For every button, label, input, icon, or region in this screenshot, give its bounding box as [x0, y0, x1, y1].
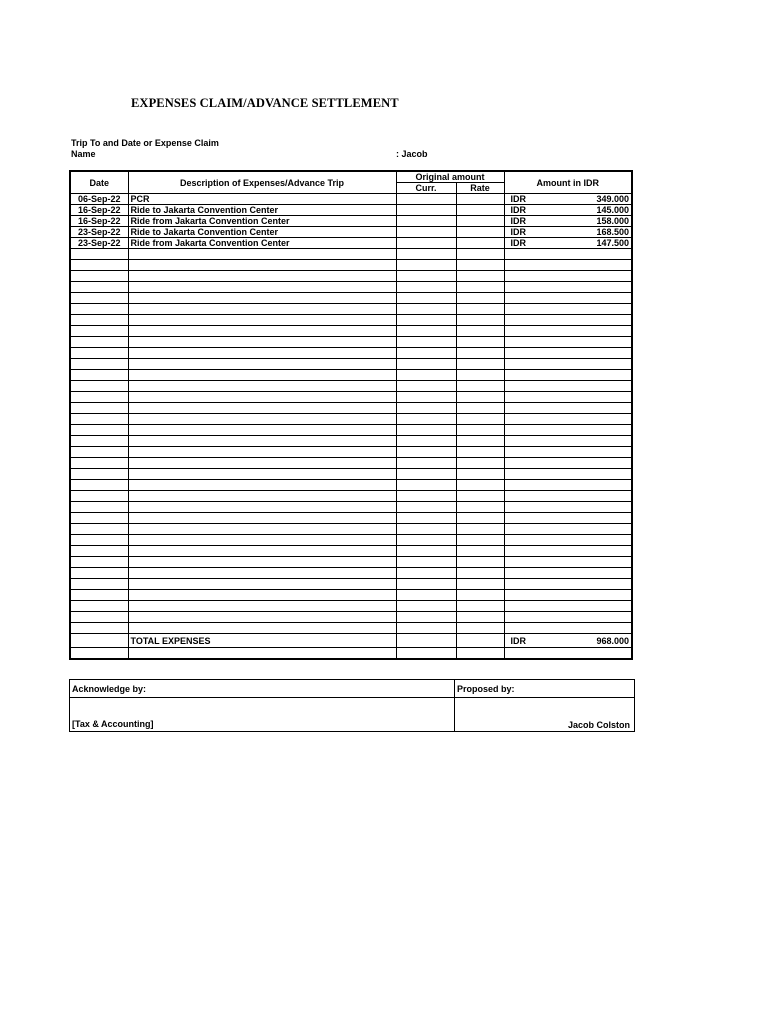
row-blank-cell	[396, 648, 456, 660]
table-row	[70, 337, 632, 348]
row-amount	[504, 546, 632, 557]
expenses-table-header	[70, 171, 632, 194]
row-date	[70, 491, 128, 502]
row-rate	[456, 469, 504, 480]
row-rate	[456, 601, 504, 612]
table-row	[70, 425, 632, 436]
row-description	[128, 535, 396, 546]
row-description	[128, 480, 396, 491]
row-amount	[504, 436, 632, 447]
row-amount-value: 168.500	[596, 227, 630, 237]
row-date	[70, 326, 128, 337]
row-curr	[396, 205, 456, 216]
row-amount	[504, 381, 632, 392]
row-date	[70, 414, 128, 425]
row-description	[128, 590, 396, 601]
row-amount-currency: IDR	[510, 216, 527, 226]
row-rate	[456, 612, 504, 623]
row-amount	[504, 579, 632, 590]
table-row	[70, 612, 632, 623]
row-amount	[504, 590, 632, 601]
row-description	[128, 502, 396, 513]
row-date	[70, 447, 128, 458]
row-description	[128, 425, 396, 436]
trip-label: Trip To and Date or Expense Claim	[71, 138, 219, 148]
row-amount	[504, 513, 632, 524]
row-date	[70, 348, 128, 359]
total-amount-value: 968.000	[596, 635, 630, 646]
row-date	[70, 601, 128, 612]
row-amount	[504, 524, 632, 535]
row-rate	[456, 557, 504, 568]
col-curr-header: Curr.	[396, 183, 456, 194]
row-rate	[456, 227, 504, 238]
row-curr	[396, 260, 456, 271]
row-curr	[396, 370, 456, 381]
row-date	[70, 557, 128, 568]
row-curr	[396, 315, 456, 326]
document-title: EXPENSES CLAIM/ADVANCE SETTLEMENT	[131, 96, 399, 110]
row-rate	[456, 238, 504, 249]
row-description	[128, 414, 396, 425]
row-curr	[396, 557, 456, 568]
row-curr	[396, 579, 456, 590]
row-curr	[396, 590, 456, 601]
row-rate	[456, 381, 504, 392]
row-amount	[504, 293, 632, 304]
row-rate	[456, 403, 504, 414]
row-amount	[504, 557, 632, 568]
total-amount-currency: IDR	[510, 635, 527, 646]
row-curr	[396, 612, 456, 623]
row-rate	[456, 392, 504, 403]
table-row	[70, 469, 632, 480]
table-row	[70, 579, 632, 590]
row-date	[70, 623, 128, 634]
table-row	[70, 359, 632, 370]
table-row	[70, 381, 632, 392]
row-description: Ride to Jakarta Convention Center	[128, 227, 396, 238]
row-curr	[396, 403, 456, 414]
row-curr	[396, 436, 456, 447]
row-curr	[396, 216, 456, 227]
row-date	[70, 403, 128, 414]
table-row	[70, 348, 632, 359]
row-description	[128, 315, 396, 326]
row-rate	[456, 370, 504, 381]
total-rate	[456, 634, 504, 648]
row-blank-cell	[504, 648, 632, 660]
table-row	[70, 491, 632, 502]
table-row	[70, 293, 632, 304]
row-date	[70, 436, 128, 447]
row-amount-currency: IDR	[510, 238, 527, 248]
row-rate	[456, 447, 504, 458]
row-description	[128, 249, 396, 260]
row-amount-value: 147.500	[596, 238, 630, 248]
row-curr	[396, 337, 456, 348]
total-label: TOTAL EXPENSES	[128, 634, 396, 648]
table-row	[70, 436, 632, 447]
row-description	[128, 469, 396, 480]
row-date	[70, 381, 128, 392]
table-row	[70, 601, 632, 612]
name-label: Name	[71, 149, 96, 159]
row-date	[70, 337, 128, 348]
row-amount-currency: IDR	[510, 227, 527, 237]
row-rate	[456, 304, 504, 315]
row-curr	[396, 480, 456, 491]
row-amount-value: 145.000	[596, 205, 630, 215]
row-blank-cell	[128, 648, 396, 660]
row-amount	[504, 612, 632, 623]
row-description	[128, 458, 396, 469]
row-amount	[504, 568, 632, 579]
row-description	[128, 260, 396, 271]
row-amount	[504, 238, 632, 249]
row-description	[128, 491, 396, 502]
table-row	[70, 249, 632, 260]
row-rate	[456, 271, 504, 282]
row-rate	[456, 414, 504, 425]
total-date	[70, 634, 128, 648]
row-date	[70, 249, 128, 260]
table-row	[70, 205, 632, 216]
row-amount	[504, 216, 632, 227]
row-curr	[396, 623, 456, 634]
row-amount	[504, 205, 632, 216]
row-rate	[456, 436, 504, 447]
row-amount	[504, 348, 632, 359]
row-amount-value: 158.000	[596, 216, 630, 226]
row-amount	[504, 260, 632, 271]
row-rate	[456, 568, 504, 579]
row-curr	[396, 513, 456, 524]
table-row	[70, 502, 632, 513]
row-curr	[396, 348, 456, 359]
row-amount	[504, 601, 632, 612]
signature-table	[69, 679, 635, 732]
table-row	[70, 227, 632, 238]
table-row	[70, 546, 632, 557]
row-description: PCR	[128, 194, 396, 205]
row-amount	[504, 249, 632, 260]
row-description	[128, 612, 396, 623]
table-row	[70, 524, 632, 535]
row-curr	[396, 381, 456, 392]
row-rate	[456, 425, 504, 436]
row-description	[128, 381, 396, 392]
row-date	[70, 524, 128, 535]
row-amount	[504, 194, 632, 205]
row-description	[128, 348, 396, 359]
row-description	[128, 546, 396, 557]
row-rate	[456, 623, 504, 634]
table-row	[70, 623, 632, 634]
row-amount-currency: IDR	[510, 205, 527, 215]
row-amount	[504, 403, 632, 414]
table-row	[70, 238, 632, 249]
table-row	[70, 271, 632, 282]
table-row	[70, 590, 632, 601]
row-date	[70, 260, 128, 271]
row-description	[128, 282, 396, 293]
row-date	[70, 282, 128, 293]
row-curr	[396, 469, 456, 480]
proposer-name: Jacob Colston	[455, 698, 635, 732]
table-row	[70, 370, 632, 381]
table-row	[70, 326, 632, 337]
table-row	[70, 282, 632, 293]
table-row	[70, 513, 632, 524]
row-description	[128, 271, 396, 282]
row-date	[70, 458, 128, 469]
name-value: : Jacob	[396, 149, 428, 159]
row-description: Ride from Jakarta Convention Center	[128, 216, 396, 227]
row-rate	[456, 315, 504, 326]
row-curr	[396, 227, 456, 238]
row-amount	[504, 337, 632, 348]
row-description	[128, 359, 396, 370]
row-rate	[456, 513, 504, 524]
row-amount	[504, 282, 632, 293]
row-description	[128, 436, 396, 447]
row-date	[70, 568, 128, 579]
row-description	[128, 623, 396, 634]
row-amount	[504, 370, 632, 381]
row-rate	[456, 348, 504, 359]
row-rate	[456, 194, 504, 205]
table-row	[70, 648, 632, 660]
row-date	[70, 359, 128, 370]
row-curr	[396, 491, 456, 502]
table-row	[70, 260, 632, 271]
row-date: 06-Sep-22	[70, 194, 128, 205]
row-curr	[396, 535, 456, 546]
table-row	[70, 194, 632, 205]
table-row	[70, 392, 632, 403]
row-amount	[504, 491, 632, 502]
row-amount-currency: IDR	[510, 194, 527, 204]
table-row	[70, 480, 632, 491]
row-amount	[504, 458, 632, 469]
row-curr	[396, 568, 456, 579]
table-row	[70, 304, 632, 315]
row-curr	[396, 271, 456, 282]
row-date	[70, 480, 128, 491]
row-rate	[456, 260, 504, 271]
row-rate	[456, 216, 504, 227]
row-date: 23-Sep-22	[70, 227, 128, 238]
row-amount	[504, 469, 632, 480]
row-date	[70, 425, 128, 436]
row-curr	[396, 282, 456, 293]
table-row	[70, 414, 632, 425]
row-date	[70, 469, 128, 480]
total-amount	[504, 634, 632, 648]
row-description	[128, 293, 396, 304]
row-curr	[396, 359, 456, 370]
row-curr	[396, 304, 456, 315]
row-curr	[396, 414, 456, 425]
col-original-amount-header: Original amount	[396, 171, 504, 183]
row-description	[128, 557, 396, 568]
row-description	[128, 403, 396, 414]
row-description	[128, 326, 396, 337]
row-description	[128, 447, 396, 458]
row-blank-cell	[456, 648, 504, 660]
row-amount-value: 349.000	[596, 194, 630, 204]
row-description	[128, 568, 396, 579]
row-date	[70, 293, 128, 304]
row-date: 23-Sep-22	[70, 238, 128, 249]
row-amount	[504, 414, 632, 425]
table-row	[70, 535, 632, 546]
table-row	[70, 557, 632, 568]
row-amount	[504, 326, 632, 337]
row-amount	[504, 480, 632, 491]
proposed-label: Proposed by:	[455, 680, 635, 698]
row-date	[70, 579, 128, 590]
row-curr	[396, 326, 456, 337]
col-description-header: Description of Expenses/Advance Trip	[128, 171, 396, 194]
table-row	[70, 216, 632, 227]
row-date	[70, 271, 128, 282]
table-row	[70, 315, 632, 326]
row-rate	[456, 535, 504, 546]
row-date	[70, 392, 128, 403]
row-date	[70, 612, 128, 623]
total-curr	[396, 634, 456, 648]
row-curr	[396, 194, 456, 205]
row-curr	[396, 238, 456, 249]
row-amount	[504, 304, 632, 315]
row-amount	[504, 271, 632, 282]
row-rate	[456, 282, 504, 293]
row-rate	[456, 480, 504, 491]
expenses-table	[69, 170, 633, 660]
table-row	[70, 447, 632, 458]
row-description	[128, 337, 396, 348]
row-curr	[396, 458, 456, 469]
row-rate	[456, 458, 504, 469]
row-amount	[504, 535, 632, 546]
expenses-table-body	[70, 194, 632, 660]
row-curr	[396, 524, 456, 535]
row-rate	[456, 546, 504, 557]
acknowledge-label: Acknowledge by:	[70, 680, 455, 698]
row-amount	[504, 315, 632, 326]
row-amount	[504, 359, 632, 370]
row-description	[128, 370, 396, 381]
row-amount	[504, 502, 632, 513]
tax-accounting-label: [Tax & Accounting]	[70, 698, 455, 732]
row-description	[128, 304, 396, 315]
row-amount	[504, 425, 632, 436]
row-rate	[456, 337, 504, 348]
row-date	[70, 590, 128, 601]
row-rate	[456, 590, 504, 601]
row-curr	[396, 392, 456, 403]
row-date	[70, 502, 128, 513]
row-description	[128, 601, 396, 612]
table-row	[70, 458, 632, 469]
row-date	[70, 535, 128, 546]
row-amount	[504, 227, 632, 238]
row-date: 16-Sep-22	[70, 205, 128, 216]
row-rate	[456, 579, 504, 590]
row-date	[70, 304, 128, 315]
row-description: Ride from Jakarta Convention Center	[128, 238, 396, 249]
row-date	[70, 513, 128, 524]
row-curr	[396, 249, 456, 260]
row-amount	[504, 447, 632, 458]
row-description: Ride to Jakarta Convention Center	[128, 205, 396, 216]
row-curr	[396, 447, 456, 458]
col-date-header: Date	[70, 171, 128, 194]
row-rate	[456, 359, 504, 370]
row-date	[70, 546, 128, 557]
table-row	[70, 403, 632, 414]
row-rate	[456, 205, 504, 216]
row-blank-cell	[70, 648, 128, 660]
row-curr	[396, 601, 456, 612]
row-amount	[504, 623, 632, 634]
row-rate	[456, 326, 504, 337]
row-rate	[456, 491, 504, 502]
row-curr	[396, 546, 456, 557]
row-curr	[396, 293, 456, 304]
col-amount-header: Amount in IDR	[504, 171, 632, 194]
row-description	[128, 579, 396, 590]
row-rate	[456, 524, 504, 535]
row-date: 16-Sep-22	[70, 216, 128, 227]
table-row	[70, 568, 632, 579]
row-rate	[456, 502, 504, 513]
row-date	[70, 370, 128, 381]
row-description	[128, 392, 396, 403]
row-rate	[456, 293, 504, 304]
row-date	[70, 315, 128, 326]
row-description	[128, 524, 396, 535]
row-amount	[504, 392, 632, 403]
row-curr	[396, 425, 456, 436]
row-description	[128, 513, 396, 524]
row-rate	[456, 249, 504, 260]
total-row	[70, 634, 632, 648]
row-curr	[396, 502, 456, 513]
col-rate-header: Rate	[456, 183, 504, 194]
